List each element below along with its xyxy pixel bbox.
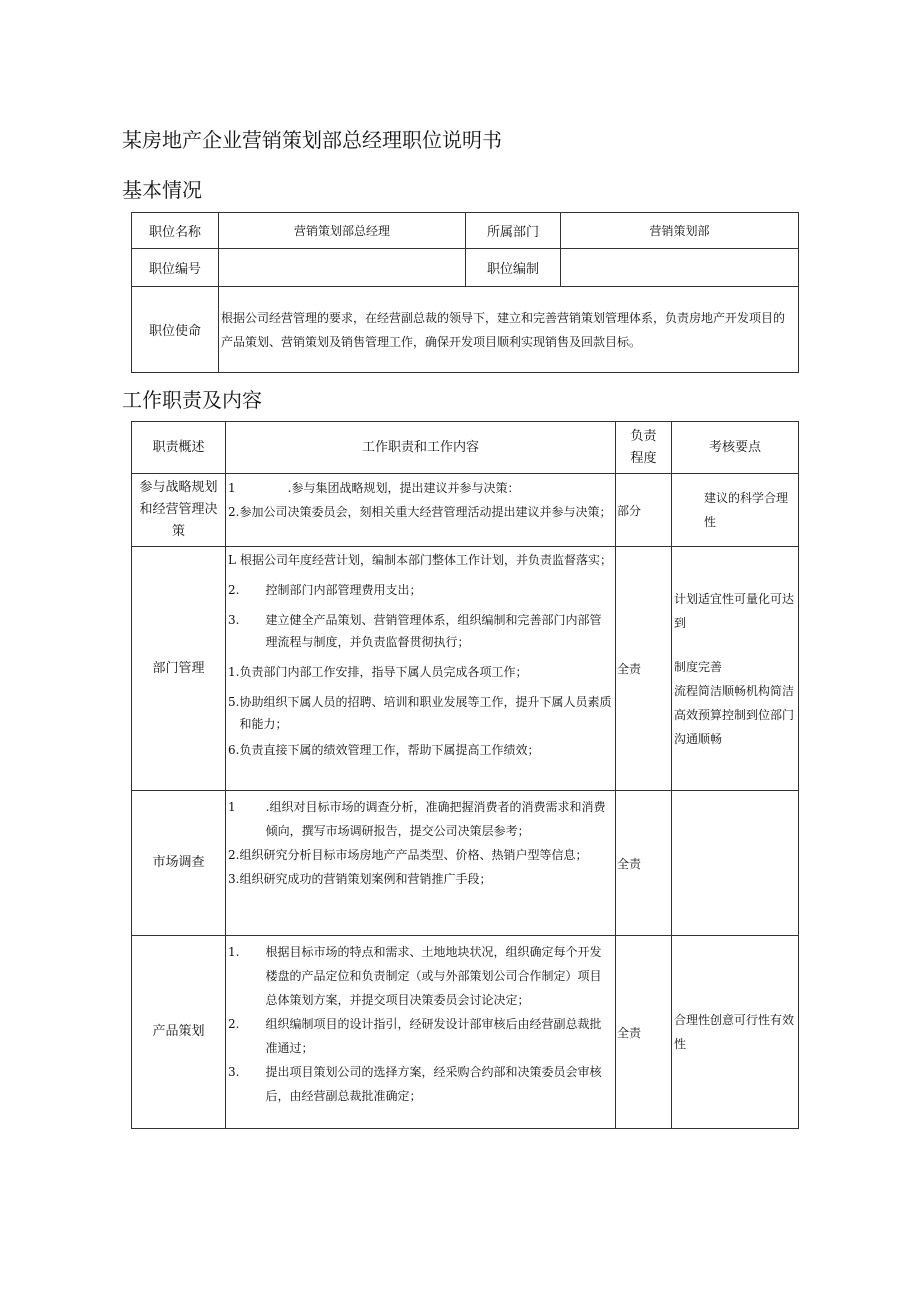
item-text: 组织研究分析目标市场房地产产品类型、价格、热销户型等信息；: [239, 848, 588, 862]
position-code-label: 职位编号: [132, 249, 219, 287]
list-item: [228, 579, 613, 601]
assessment-cell: [672, 474, 799, 547]
category-cell: 市场调查: [132, 791, 226, 936]
assessment-cell: [672, 936, 799, 1129]
department-value: 营销策划部: [561, 213, 799, 249]
degree-cell: 全责: [616, 791, 672, 936]
list-item: [228, 867, 613, 891]
header-assessment: 考核要点: [672, 422, 799, 474]
assessment-point: 计划适宜性可量化可达到: [674, 591, 795, 630]
item-text: 建立健全产品策划、营销管理体系，组织编制和完善部门内部管理流程与制度，并负责监督贯彻执行；: [265, 613, 602, 649]
duties-table: [131, 421, 799, 1129]
item-number: 1: [228, 800, 236, 814]
content-cell: [226, 791, 616, 936]
list-item: [228, 795, 613, 843]
page-title: 某房地产企业营销策划部总经理职位说明书: [122, 128, 502, 152]
header-degree-line2: 程度: [630, 450, 657, 466]
degree-cell: 全责: [616, 936, 672, 1129]
assessment-cell: [672, 547, 799, 791]
item-number: 2.: [228, 848, 240, 862]
item-text: 根据目标市场的特点和需求、土地地块状况，组织确定每个开发楼盘的产品定位和负责制定（或与外部策划公司合作制定）项目总体策划方案，并提交项目决策委员会讨论决定；: [265, 945, 602, 1007]
list-item: [228, 661, 613, 683]
item-number: L: [228, 553, 236, 567]
assessment-point: 建议的科学合理性: [704, 491, 789, 529]
item-number: 3.: [228, 1065, 240, 1079]
item-number: 3.: [228, 613, 240, 627]
item-text: 负责部门内部工作安排，指导下属人员完成各项工作；: [239, 665, 528, 679]
item-text: 根据公司年度经营计划，编制本部门整体工作计划，并负责监督落实；: [240, 553, 613, 567]
content-cell: [226, 547, 616, 791]
department-label: 所属部门: [466, 213, 561, 249]
section-heading-basic: 基本情况: [122, 178, 202, 202]
item-number: 6.: [228, 743, 240, 757]
list-item: [228, 940, 613, 1012]
item-number: 2.: [228, 1017, 240, 1031]
header-degree: [616, 422, 672, 474]
degree-cell: 全责: [616, 547, 672, 791]
basic-info-table: [131, 212, 799, 373]
header-content: 工作职责和工作内容: [226, 422, 616, 474]
item-text: .参与集团战略规划，提出建议并参与决策：: [287, 481, 520, 495]
table-row: [132, 547, 799, 791]
header-overview: 职责概述: [132, 422, 226, 474]
item-number: 3.: [228, 872, 240, 886]
table-row: [132, 791, 799, 936]
headcount-value: [561, 249, 799, 287]
table-row: [132, 936, 799, 1129]
list-item: [228, 609, 613, 653]
item-text: .参加公司决策委员会，刻相关重大经营管理活动提出建议并参与决策；: [235, 505, 612, 519]
position-name-value: 营销策划部总经理: [219, 213, 466, 249]
category-cell: 产品策划: [132, 936, 226, 1129]
list-item: [228, 476, 613, 500]
list-item: [228, 549, 613, 571]
item-text: 组织编制项目的设计指引，经研发设计部审核后由经营副总裁批准通过；: [265, 1017, 602, 1055]
list-item: [228, 1012, 613, 1060]
header-degree-line1: 负责: [630, 428, 657, 444]
item-text: 负责直接下属的绩效管理工作，帮助下属提高工作绩效；: [239, 743, 540, 757]
assessment-cell: [672, 791, 799, 936]
content-cell: [226, 936, 616, 1129]
list-item: [228, 1060, 613, 1108]
item-text: 协助组织下属人员的招聘、培训和职业发展等工作，提升下属人员素质和能力；: [239, 695, 612, 731]
item-number: 1: [228, 481, 236, 495]
item-number: 5.: [228, 695, 240, 709]
item-number: 2.: [228, 583, 240, 597]
mission-label: 职位使命: [132, 287, 219, 373]
list-item: [228, 739, 613, 761]
item-text: 控制部门内部管理费用支出；: [265, 583, 422, 597]
headcount-label: 职位编制: [466, 249, 561, 287]
item-number: 1.: [228, 945, 240, 959]
mission-value: 根据公司经营管理的要求，在经营副总裁的领导下，建立和完善营销策划管理体系，负责房地产开发项目的产品策划、营销策划及销售管理工作，确保开发项目顺利实现销售及回款目标。: [219, 287, 799, 373]
assessment-point: 流程简洁顺畅机构简洁高效预算控制到位部门沟通顺畅: [674, 683, 795, 746]
item-number: 1.: [228, 665, 240, 679]
category-cell: 参与战略规划和经营管理决策: [132, 474, 226, 547]
list-item: [228, 843, 613, 867]
item-number: 2: [228, 505, 236, 519]
assessment-point: 制度完善: [674, 659, 723, 674]
header-row: [132, 422, 799, 474]
degree-cell: 部分: [616, 474, 672, 547]
item-text: .组织对目标市场的调查分析，准确把握消费者的消费需求和消费倾向，撰写市场调研报告，提交公司决策层参考；: [265, 800, 606, 838]
item-text: 组织研究成功的营销策划案例和营销推广手段；: [239, 872, 492, 886]
list-item: [228, 500, 613, 524]
position-code-value: [219, 249, 466, 287]
position-name-label: 职位名称: [132, 213, 219, 249]
category-cell: 部门管理: [132, 547, 226, 791]
table-row: [132, 474, 799, 547]
list-item: [228, 691, 613, 735]
assessment-point: 合理性创意可行性有效性: [674, 1013, 795, 1051]
content-cell: [226, 474, 616, 547]
item-text: 提出项目策划公司的选择方案，经采购合约部和决策委员会审核后，由经营副总裁批准确定；: [265, 1065, 602, 1103]
section-heading-duties: 工作职责及内容: [122, 388, 262, 412]
